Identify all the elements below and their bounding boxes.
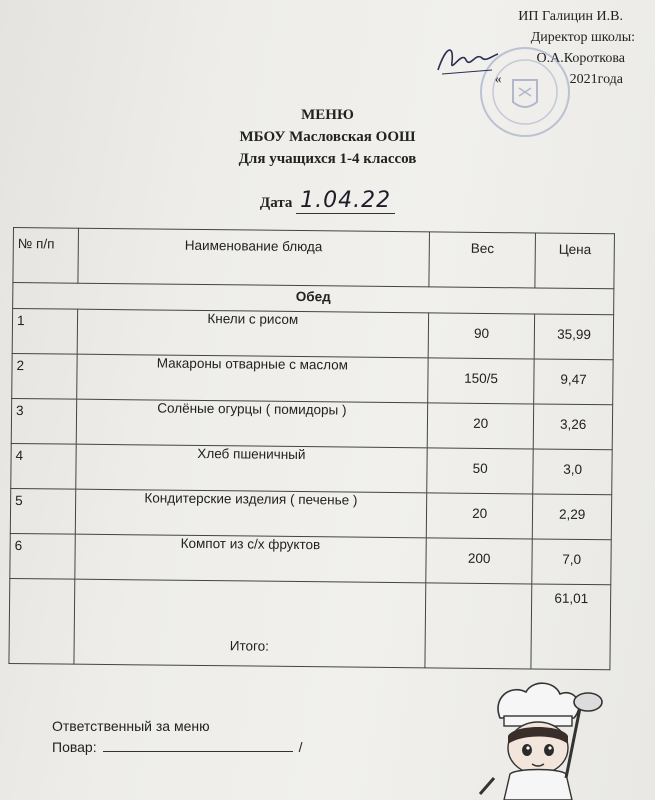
table-row (11, 443, 612, 494)
approval-line-2: Директор школы: (530, 30, 635, 45)
total-row (9, 578, 611, 669)
cook-line-tail: / (298, 739, 303, 755)
row-number: 2 (12, 353, 77, 399)
table-row (10, 488, 611, 539)
row-number: 1 (12, 309, 77, 355)
menu-date (0, 188, 655, 214)
dish-weight: 90 (428, 313, 535, 359)
approval-line-1: ИП Галицин И.В. (518, 9, 623, 24)
total-label: Итого: (73, 579, 425, 668)
column-header-weight: Вес (429, 232, 536, 288)
dish-name: Кнели с рисом (77, 309, 429, 358)
row-number: 4 (11, 443, 76, 489)
dish-weight: 20 (427, 403, 534, 449)
chef-illustration-icon (470, 678, 620, 800)
document-titles (0, 104, 655, 170)
date-value: 1.04.22 (296, 188, 395, 214)
row-number: 3 (11, 398, 76, 444)
dish-weight: 20 (426, 493, 533, 539)
dish-price: 3,0 (533, 449, 612, 495)
approval-date-open: « (494, 72, 502, 87)
dish-price: 2,29 (533, 494, 612, 540)
row-number: 6 (10, 533, 75, 579)
approval-line-3: О.А.Короткова (536, 51, 625, 66)
dish-name: Солёные огурцы ( помидоры ) (76, 399, 428, 448)
dish-name: Кондитерские изделия ( печенье ) (75, 489, 427, 538)
approval-date-year: 2021года (569, 72, 623, 87)
page-title: МЕНЮ (301, 107, 354, 123)
dish-weight: 50 (427, 448, 534, 494)
responsible-label: Ответственный за меню (52, 718, 210, 734)
table-row (12, 353, 613, 404)
column-header-price: Цена (535, 233, 614, 289)
cook-label: Повар: (52, 739, 97, 755)
dish-price: 3,26 (534, 404, 613, 450)
dish-name: Компот из с/х фруктов (74, 534, 426, 583)
dish-price: 35,99 (534, 314, 613, 360)
dish-price: 7,0 (532, 539, 611, 585)
table-row (10, 533, 611, 584)
dish-price: 9,47 (534, 359, 613, 405)
dish-weight: 150/5 (428, 358, 535, 404)
total-empty-cell (9, 578, 74, 664)
school-name: МБОУ Масловская ООШ (239, 129, 416, 145)
total-empty-weight (425, 583, 532, 669)
cook-line (52, 737, 302, 758)
footer-block (52, 716, 302, 758)
cook-signature-blank (103, 751, 293, 752)
row-number: 5 (10, 488, 75, 534)
table-row (12, 309, 613, 360)
total-value: 61,01 (531, 584, 611, 670)
column-header-number: № п/п (13, 228, 78, 284)
dish-name: Хлеб пшеничный (75, 444, 427, 493)
dish-weight: 200 (426, 538, 533, 584)
section-label: Обед (13, 283, 614, 315)
menu-table (8, 227, 615, 670)
column-header-dish: Наименование блюда (77, 228, 429, 287)
table-row (11, 398, 612, 449)
date-label: Дата (259, 195, 293, 211)
audience-label: Для учащихся 1-4 классов (238, 151, 417, 167)
director-signature-icon (432, 40, 502, 80)
dish-name: Макароны отварные с маслом (76, 354, 428, 403)
table-header-row (13, 228, 615, 289)
